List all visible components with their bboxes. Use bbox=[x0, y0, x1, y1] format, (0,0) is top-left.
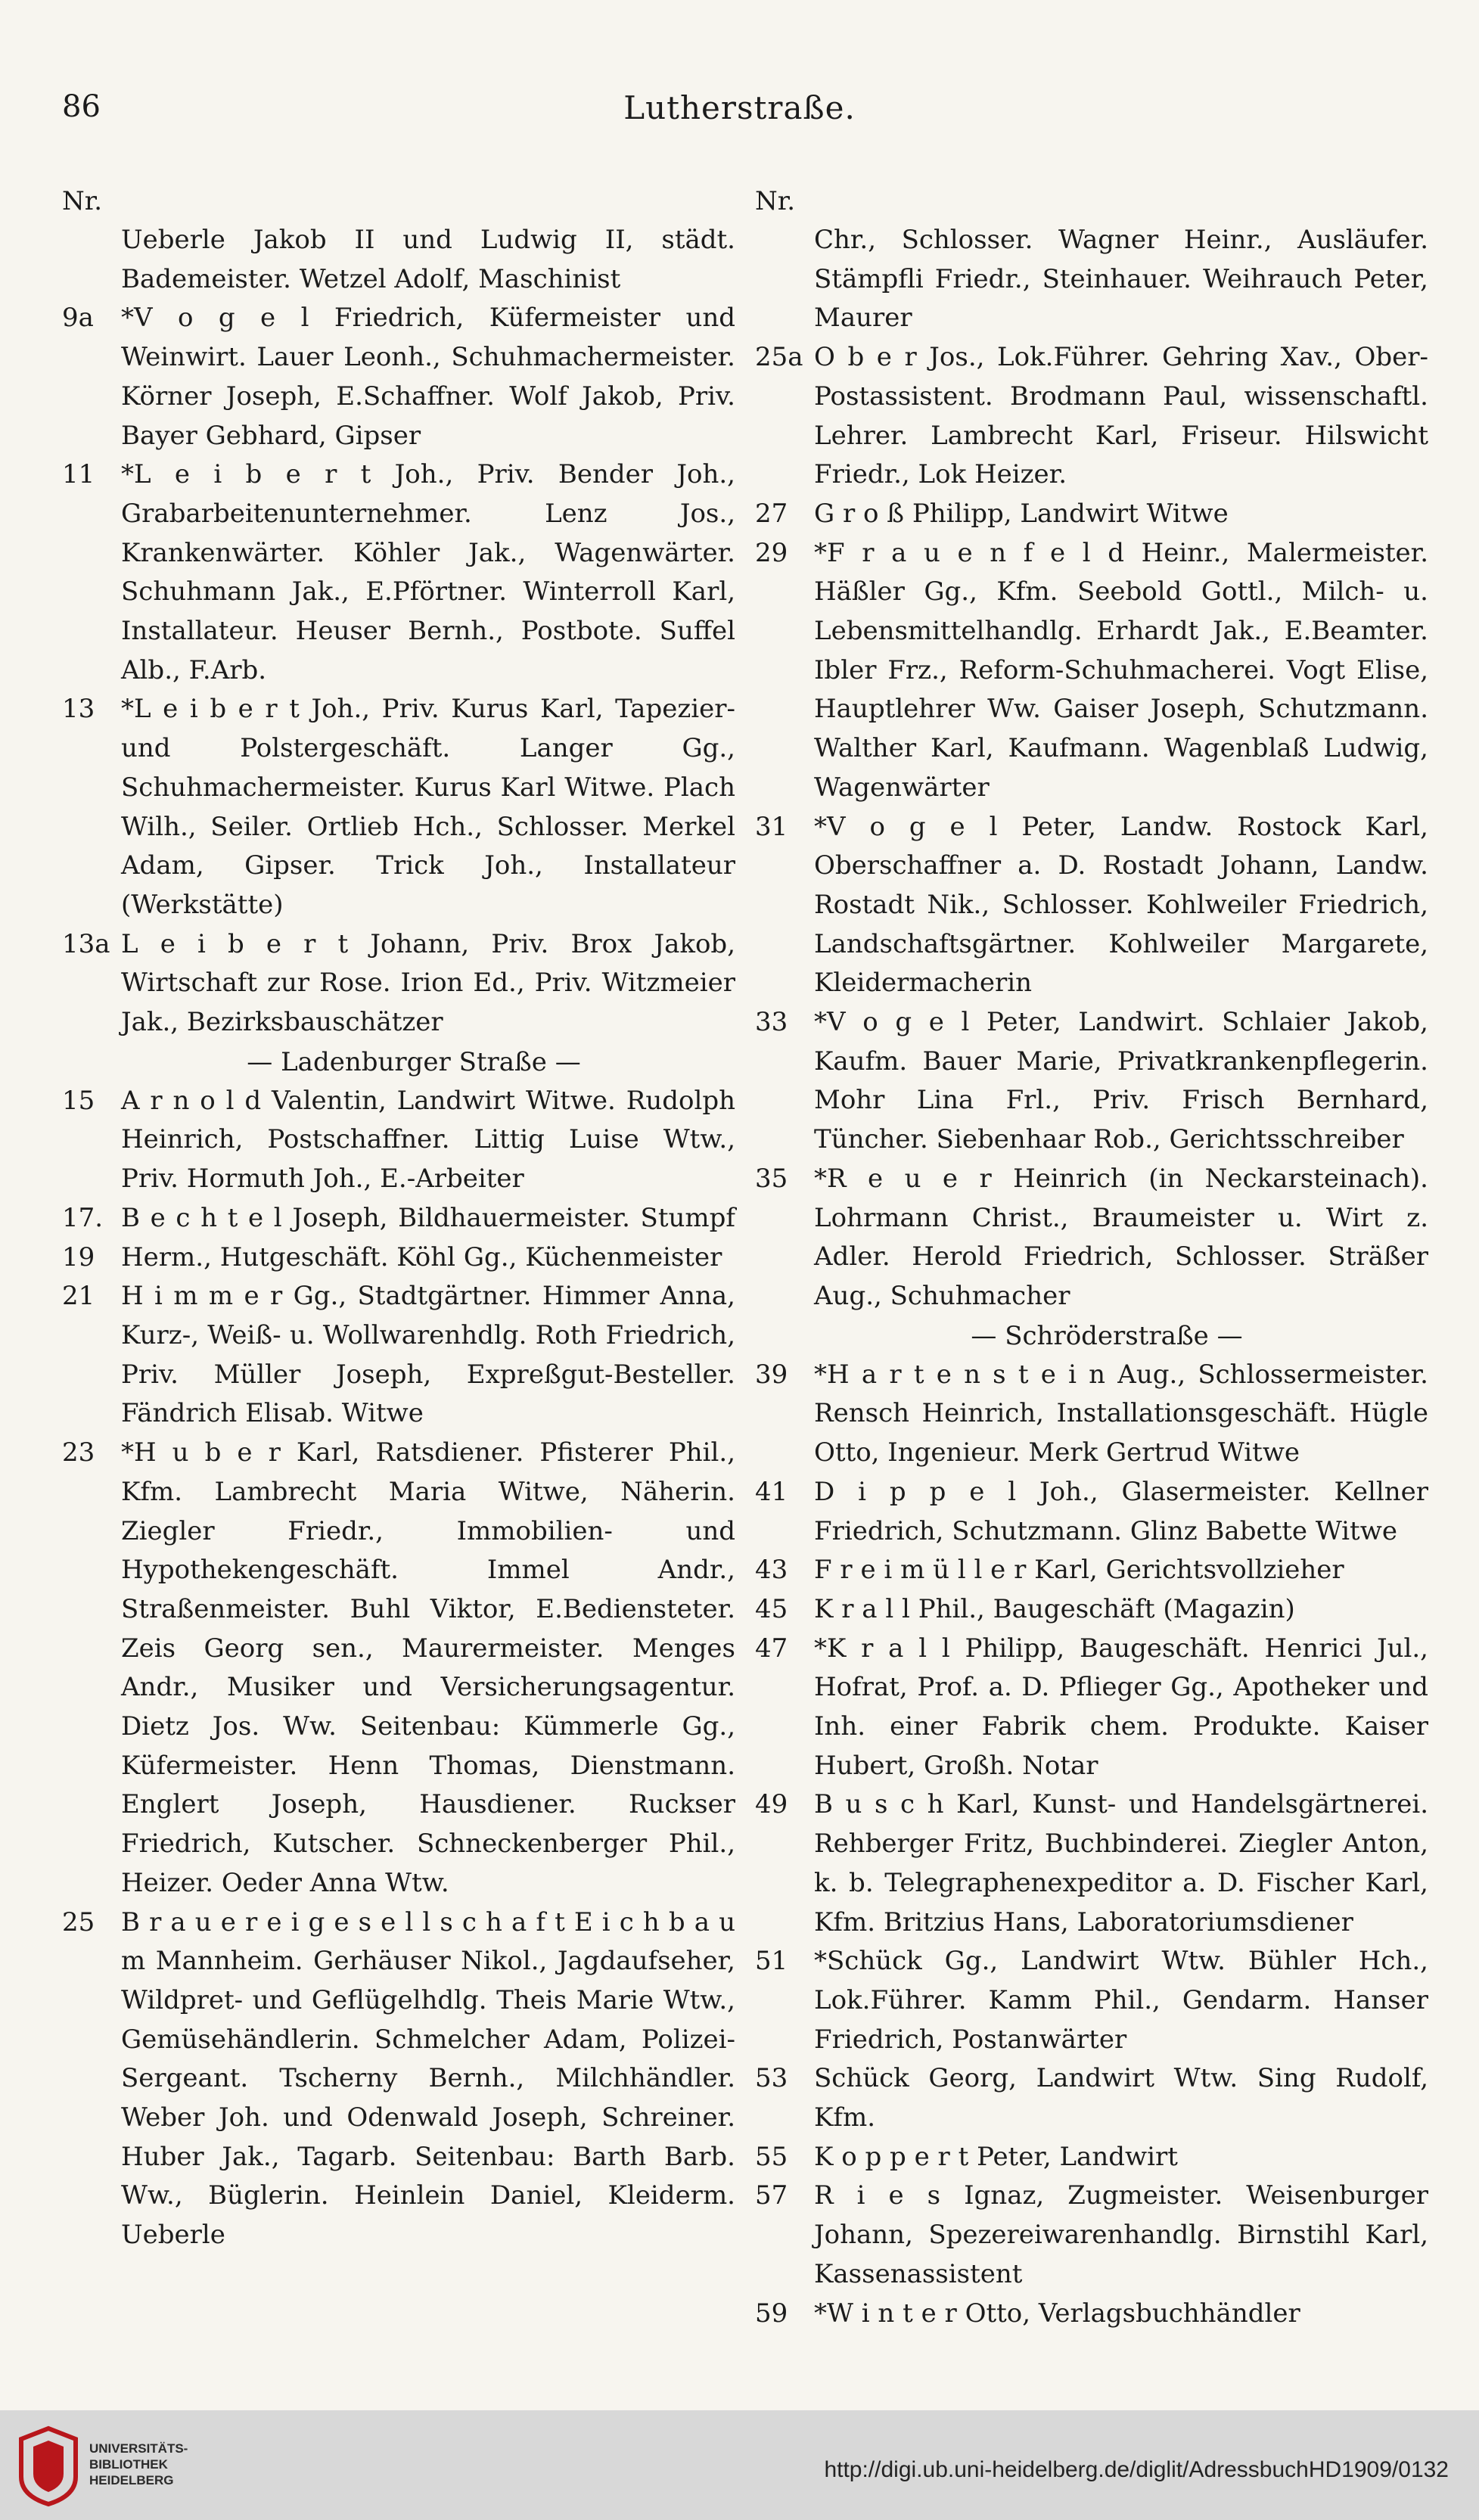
nr-label: Nr. bbox=[755, 186, 796, 216]
logo-line: BIBLIOTHEK bbox=[89, 2457, 168, 2472]
house-number: 47 bbox=[755, 1633, 788, 1664]
page-title: Lutherstraße. bbox=[623, 89, 856, 126]
university-seal-icon bbox=[14, 2424, 83, 2507]
address-entry bbox=[755, 1630, 1428, 1786]
house-number: 51 bbox=[755, 1946, 788, 1977]
page-number: 86 bbox=[62, 89, 101, 124]
resident-list: G r o ß Philipp, Landwirt Witwe bbox=[814, 498, 1229, 529]
address-entry bbox=[62, 1277, 735, 1434]
house-number: 35 bbox=[755, 1163, 788, 1194]
house-number: 59 bbox=[755, 2298, 788, 2329]
resident-list: *V o g e l Friedrich, Küfermeister und Weinwirt. Lauer Leonh., Schuhmachermeister. Körner Joseph, E.Schaffner. Wolf Jakob, Priv. Bayer Gebhard, Gipser bbox=[121, 303, 735, 451]
resident-list: O b e r Jos., Lok.Führer. Gehring Xav., Ober-Postassistent. Brodmann Paul, wissenschaftl. Lehrer. Lambrecht Karl, Friseur. Hilswicht Friedr., Lok Heizer. bbox=[814, 342, 1428, 490]
resident-list: K o p p e r t Peter, Landwirt bbox=[814, 2141, 1178, 2172]
house-number: 23 bbox=[62, 1437, 95, 1468]
resident-list: Schück Georg, Landwirt Wtw. Sing Rudolf, Kfm. bbox=[814, 2063, 1428, 2133]
source-url-link[interactable]: http://digi.ub.uni-heidelberg.de/diglit/AdressbuchHD1909/0132 bbox=[824, 2457, 1449, 2482]
resident-list: *V o g e l Peter, Landw. Rostock Karl, Oberschaffner a. D. Rostadt Johann, Landw. Rostadt Nik., Schlosser. Kohlweiler Friedrich, Landschaftsgärtner. Kohlweiler Margarete, Kleidermacherin bbox=[814, 811, 1428, 999]
resident-list: *W i n t e r Otto, Verlagsbuchhändler bbox=[814, 2298, 1300, 2329]
address-entry bbox=[755, 1590, 1428, 1630]
house-number: 11 bbox=[62, 459, 95, 490]
house-number: 49 bbox=[755, 1789, 788, 1820]
library-logo-text bbox=[89, 2441, 188, 2488]
house-number: 15 bbox=[62, 1085, 95, 1116]
house-number: 41 bbox=[755, 1476, 788, 1507]
resident-list: H i m m e r Gg., Stadtgärtner. Himmer Anna, Kurz-, Weiß- u. Wollwarenhdlg. Roth Friedrich, Priv. Müller Joseph, Expreßgut-Besteller. Fändrich Elisab. Witwe bbox=[121, 1281, 735, 1429]
house-number: 13a bbox=[62, 928, 110, 959]
address-entry bbox=[755, 2138, 1428, 2177]
resident-list: *F r a u e n f e l d Heinr., Malermeister. Häßler Gg., Kfm. Seebold Gottl., Milch- u. Lebensmittelhandlg. Erhardt Jak., E.Beamter. Ibler Frz., Reform-Schuhmacherei. Vogt Elise, Hauptlehrer Ww. Gaiser Joseph, Schutzmann. Walther Karl, Kaufmann. Wagenblaß Ludwig, Wagenwärter bbox=[814, 537, 1428, 803]
address-entry bbox=[62, 1903, 735, 2255]
address-entry bbox=[755, 2177, 1428, 2294]
resident-list: R i e s Ignaz, Zugmeister. Weisenburger Johann, Spezereiwarenhandlg. Birnstihl Karl, Kassenassistent bbox=[814, 2180, 1428, 2289]
address-entry bbox=[755, 1785, 1428, 1942]
left-entries bbox=[62, 221, 735, 2255]
address-entry bbox=[755, 1003, 1428, 1160]
left-column bbox=[62, 182, 735, 2255]
street-section-heading: — Schröderstraße — bbox=[971, 1320, 1243, 1351]
address-entry bbox=[62, 221, 735, 299]
house-number: 53 bbox=[755, 2063, 788, 2094]
resident-list: *K r a l l Philipp, Baugeschäft. Henrici Jul., Hofrat, Prof. a. D. Pflieger Gg., Apotheker und Inh. einer Fabrik chem. Produkte. Kaiser Hubert, Großh. Notar bbox=[814, 1633, 1428, 1781]
address-entry bbox=[62, 299, 735, 455]
address-entry bbox=[62, 1082, 735, 1199]
resident-list: B e c h t e l Joseph, Bildhauermeister. Stumpf Herm., Hutgeschäft. Köhl Gg., Küchenmeister bbox=[121, 1202, 735, 1272]
address-entry bbox=[755, 808, 1428, 1004]
house-number: 25 bbox=[62, 1906, 95, 1937]
house-number: 17. 19 bbox=[62, 1202, 104, 1272]
resident-list: L e i b e r t Johann, Priv. Brox Jakob, Wirtschaft zur Rose. Irion Ed., Priv. Witzmeier Jak., Bezirksbauschätzer bbox=[121, 928, 735, 1038]
address-entry bbox=[62, 1434, 735, 1903]
resident-list: D i p p e l Joh., Glasermeister. Kellner Friedrich, Schutzmann. Glinz Babette Witwe bbox=[814, 1476, 1428, 1546]
page-header bbox=[0, 89, 1479, 135]
house-number: 29 bbox=[755, 537, 788, 568]
address-entry bbox=[62, 925, 735, 1042]
house-number: 43 bbox=[755, 1555, 788, 1586]
house-number: 31 bbox=[755, 811, 788, 842]
resident-list: *L e i b e r t Joh., Priv. Bender Joh., Grabarbeitenunternehmer. Lenz Jos., Krankenwärter. Köhler Jak., Wagenwärter. Schuhmann Jak., E.Pförtner. Winterroll Karl, Installateur. Heuser Bernh., Postbote. Suffel Alb., F.Arb. bbox=[121, 459, 735, 685]
logo-line: UNIVERSITÄTS- bbox=[89, 2441, 188, 2456]
address-entry bbox=[755, 2295, 1428, 2334]
house-number: 21 bbox=[62, 1281, 95, 1312]
resident-list: K r a l l Phil., Baugeschäft (Magazin) bbox=[814, 1593, 1295, 1624]
resident-list: B u s c h Karl, Kunst- und Handelsgärtnerei. Rehberger Fritz, Buchbinderei. Ziegler Anton, k. b. Telegraphenexpeditor a. D. Fischer Karl, Kfm. Britzius Hans, Laboratoriumsdiener bbox=[814, 1789, 1428, 1937]
address-entry bbox=[62, 690, 735, 924]
resident-list: Ueberle Jakob II und Ludwig II, städt. Bademeister. Wetzel Adolf, Maschinist bbox=[121, 225, 735, 294]
address-entry bbox=[755, 221, 1428, 338]
resident-list: *V o g e l Peter, Landwirt. Schlaier Jakob, Kaufm. Bauer Marie, Privatkrankenpflegerin. Mohr Lina Frl., Priv. Frisch Bernhard, Tüncher. Siebenhaar Rob., Gerichtsschreiber bbox=[814, 1007, 1428, 1155]
resident-list: *R e u e r Heinrich (in Neckarsteinach). Lohrmann Christ., Braumeister u. Wirt z. Adler. Herold Friedrich, Schlosser. Sträßer Aug., Schuhmacher bbox=[814, 1163, 1428, 1311]
house-number: 25a bbox=[755, 342, 803, 373]
footer-bar bbox=[0, 2410, 1479, 2520]
logo-line: HEIDELBERG bbox=[89, 2473, 174, 2487]
address-entry bbox=[755, 1551, 1428, 1590]
address-entry bbox=[755, 338, 1428, 495]
street-section-heading: — Ladenburger Straße — bbox=[247, 1046, 581, 1077]
right-entries bbox=[755, 221, 1428, 2333]
house-number: 45 bbox=[755, 1593, 788, 1624]
nr-label: Nr. bbox=[62, 186, 103, 216]
resident-list: Chr., Schlosser. Wagner Heinr., Ausläufer. Stämpfli Friedr., Steinhauer. Weihrauch Peter, Maurer bbox=[814, 225, 1428, 334]
address-entry bbox=[755, 2059, 1428, 2137]
resident-list: F r e i m ü l l e r Karl, Gerichtsvollzieher bbox=[814, 1555, 1344, 1586]
resident-list: B r a u e r e i g e s e l l s c h a f t E i c h b a u m Mannheim. Gerhäuser Nikol., Jagdaufseher, Wildpret- und Geflügelhdlg. Theis Marie Wtw., Gemüsehändlerin. Schmelcher Adam, Polizei-Sergeant. Tscherny Bernh., Milchhändler. Weber Joh. und Odenwald Joseph, Schreiner. Huber Jak., Tagarb. Seitenbau: Barth Barb. Ww., Büglerin. Heinlein Daniel, Kleiderm. Ueberle bbox=[121, 1906, 735, 2251]
resident-list: *Schück Gg., Landwirt Wtw. Bühler Hch., Lok.Führer. Kamm Phil., Gendarm. Hanser Friedrich, Postanwärter bbox=[814, 1946, 1428, 2055]
address-entry bbox=[755, 1473, 1428, 1551]
house-number: 33 bbox=[755, 1007, 788, 1038]
house-number: 39 bbox=[755, 1359, 788, 1390]
resident-list: *H a r t e n s t e i n Aug., Schlossermeister. Rensch Heinrich, Installationsgeschäft. Hügle Otto, Ingenieur. Merk Gertrud Witwe bbox=[814, 1359, 1428, 1468]
resident-list: *H u b e r Karl, Ratsdiener. Pfisterer Phil., Kfm. Lambrecht Maria Witwe, Näherin. Ziegler Friedr., Immobilien- und Hypothekengeschäft. Immel Andr., Straßenmeister. Buhl Viktor, E.Bediensteter. Zeis Georg sen., Maurermeister. Menges Andr., Musiker und Versicherungsagentur. Dietz Jos. Ww. Seitenbau: Kümmerle Gg., Küfermeister. Henn Thomas, Dienstmann. Englert Joseph, Hausdiener. Ruckser Friedrich, Kutscher. Schneckenberger Phil., Heizer. Oeder Anna Wtw. bbox=[121, 1437, 735, 1898]
address-entry bbox=[755, 495, 1428, 534]
address-entry bbox=[755, 534, 1428, 808]
house-number: 55 bbox=[755, 2141, 788, 2172]
address-entry bbox=[755, 1160, 1428, 1316]
address-entry bbox=[755, 1356, 1428, 1473]
address-entry bbox=[62, 1199, 735, 1277]
address-entry bbox=[62, 455, 735, 690]
house-number: 9a bbox=[62, 303, 94, 334]
house-number: 57 bbox=[755, 2180, 788, 2211]
address-entry bbox=[755, 1942, 1428, 2059]
house-number: 27 bbox=[755, 498, 788, 529]
resident-list: A r n o l d Valentin, Landwirt Witwe. Rudolph Heinrich, Postschaffner. Littig Luise Wtw., Priv. Hormuth Joh., E.-Arbeiter bbox=[121, 1085, 735, 1195]
right-column bbox=[755, 182, 1428, 2333]
house-number: 13 bbox=[62, 694, 95, 725]
resident-list: *L e i b e r t Joh., Priv. Kurus Karl, Tapezier- und Polstergeschäft. Langer Gg., Schuhmachermeister. Kurus Karl Witwe. Plach Wilh., Seiler. Ortlieb Hch., Schlosser. Merkel Adam, Gipser. Trick Joh., Installateur (Werkstätte) bbox=[121, 694, 735, 920]
